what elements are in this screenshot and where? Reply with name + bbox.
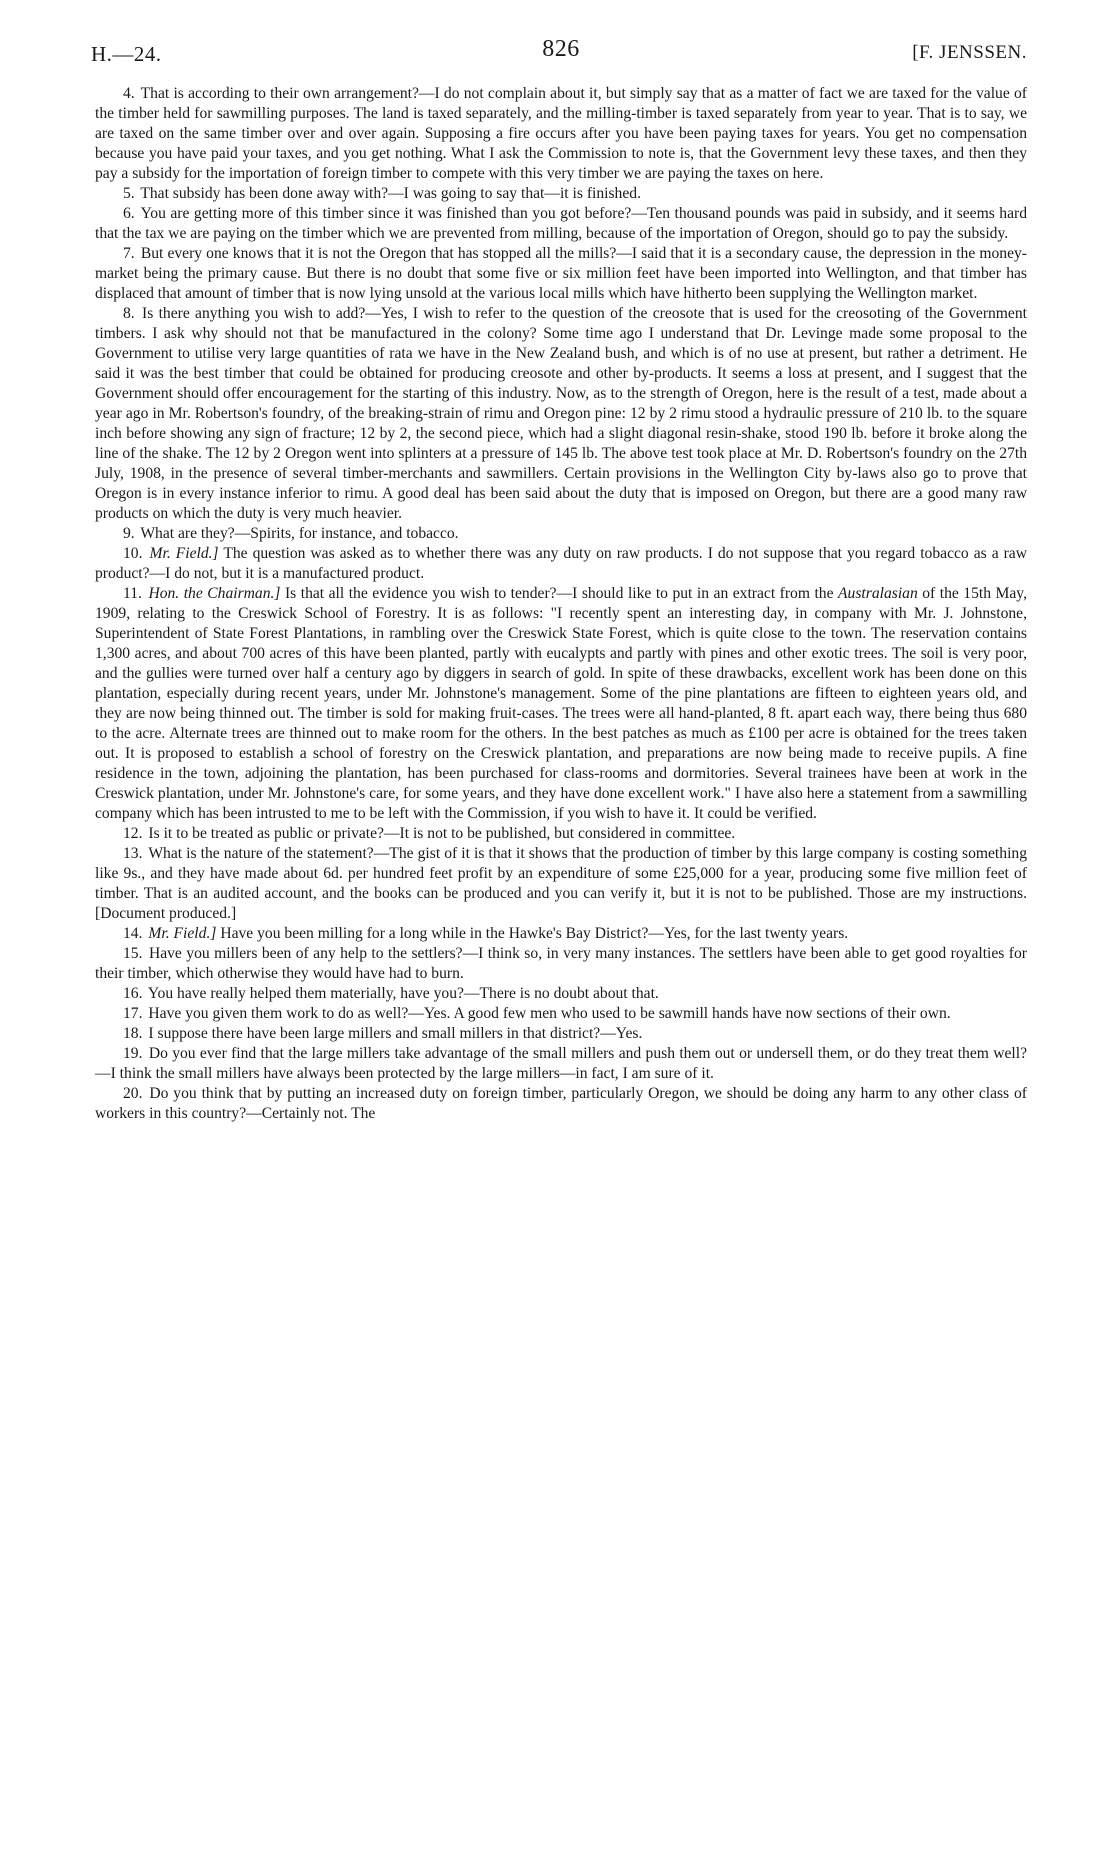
question-14 xyxy=(95,924,1027,944)
question-number: 11. xyxy=(123,585,142,602)
question-9 xyxy=(95,524,1027,544)
question-5 xyxy=(95,184,1027,204)
question-number: 7. xyxy=(123,245,135,262)
question-text: You are getting more of this timber since it was finished than you got before?—Ten thousand pounds was paid in subsidy, and it seems hard that the tax we are paying on the timber which we are prevented from milling, because of the importation of Oregon, should go to pay the subsidy. xyxy=(95,205,1027,242)
question-text: Have you been milling for a long while in the Hawke's Bay District?—Yes, for the last twenty years. xyxy=(220,925,849,942)
question-12 xyxy=(95,824,1027,844)
witness-name: [F. JENSSEN. xyxy=(912,42,1027,63)
question-number: 20. xyxy=(123,1085,143,1102)
question-text: Do you ever find that the large millers take advantage of the small millers and push them out or undersell them, or do they treat them well?—I think the small millers have always been protected by the large millers—in fact, I am sure of it. xyxy=(95,1045,1027,1082)
question-number: 17. xyxy=(123,1005,143,1022)
question-text: Is that all the evidence you wish to tender?—I should like to put in an extract from the xyxy=(284,585,839,602)
question-text: Do you think that by putting an increased duty on foreign timber, particularly Oregon, we should be doing any harm to any other class of workers in this country?—Certainly not. The xyxy=(95,1085,1027,1122)
question-text: Have you given them work to do as well?—Yes. A good few men who used to be sawmill hands have now sections of their own. xyxy=(148,1005,951,1022)
question-text: Is there anything you wish to add?—Yes, I wish to refer to the question of the creosote that is used for the creosoting of the Government timbers. I ask why should not that be manufactured in the colony? Some time ago I understand that Dr. Levinge made some proposal to the Government to utilise very large quantities of rata we have in the New Zealand bush, and which is of no use at present, but rather a detriment. He said it was the best timber that could be obtained for producing creosote and other by-products. It seems a loss at present, and I suggest that the Government should offer encouragement for the starting of this industry. Now, as to the strength of Oregon, here is the result of a test, made about a year ago in Mr. Robertson's foundry, of the breaking-strain of rimu and Oregon pine: 12 by 2 rimu stood a hydraulic pressure of 210 lb. to the square inch before showing any sign of fracture; 12 by 2, the second piece, which had a slight diagonal resin-shake, stood 190 lb. before it broke along the line of the shake. The 12 by 2 Oregon went into splinters at a pressure of 145 lb. The above test took place at Mr. D. Robertson's foundry on the 27th July, 1908, in the presence of several timber-merchants and sawmillers. Certain provisions in the Wellington City by-laws also go to prove that Oregon is in every instance inferior to rimu. A good deal has been said about the duty that is imposed on Oregon, but there are a good many raw products on which the duty is very much heavier. xyxy=(95,305,1027,522)
question-text: Have you millers been of any help to the settlers?—I think so, in very many instances. The settlers have been able to get good royalties for their timber, which otherwise they would have had to burn. xyxy=(95,945,1027,982)
question-6 xyxy=(95,204,1027,244)
question-15 xyxy=(95,944,1027,984)
question-number: 13. xyxy=(123,845,143,862)
question-17 xyxy=(95,1004,1027,1024)
question-text: What are they?—Spirits, for instance, and tobacco. xyxy=(140,525,459,542)
question-19 xyxy=(95,1044,1027,1084)
page-body xyxy=(95,84,1027,1124)
question-number: 14. xyxy=(123,925,143,942)
question-7 xyxy=(95,244,1027,304)
question-number: 9. xyxy=(123,525,135,542)
question-number: 12. xyxy=(123,825,143,842)
question-text: But every one knows that it is not the Oregon that has stopped all the mills?—I said that it is a secondary cause, the depression in the money-market being the primary cause. But there is no doubt that some five or six million feet have been imported into Wellington, and that timber has displaced that amount of timber that is now lying unsold at the various local mills which have hitherto been supplying the Wellington market. xyxy=(95,245,1027,302)
question-number: 15. xyxy=(123,945,143,962)
paper-reference: H.—24. xyxy=(91,42,162,66)
question-13 xyxy=(95,844,1027,924)
speaker-label: Mr. Field.] xyxy=(149,545,219,562)
question-number: 10. xyxy=(123,545,143,562)
question-10 xyxy=(95,544,1027,584)
question-text: The question was asked as to whether there was any duty on raw products. I do not suppose that you regard tobacco as a raw product?—I do not, but it is a manufactured product. xyxy=(95,545,1027,582)
question-number: 18. xyxy=(123,1025,143,1042)
question-number: 19. xyxy=(123,1045,143,1062)
question-text: Is it to be treated as public or private?—It is not to be published, but considered in committee. xyxy=(148,825,736,842)
question-number: 6. xyxy=(123,205,135,222)
question-16 xyxy=(95,984,1027,1004)
question-text: That subsidy has been done away with?—I was going to say that—it is finished. xyxy=(140,185,641,202)
question-4 xyxy=(95,84,1027,184)
page-header xyxy=(91,36,1027,70)
speaker-label: Mr. Field.] xyxy=(148,925,217,942)
question-number: 5. xyxy=(123,185,135,202)
question-text: What is the nature of the statement?—The gist of it is that it shows that the production of timber by this large company is costing something like 9s., and they have made about 6d. per hundred feet profit by an expenditure of some £25,000 for a year, producing some five million feet of timber. That is an audited account, and the books can be produced and you can verify it, but it is not to be published. Those are my instructions. [Document produced.] xyxy=(95,845,1027,922)
question-20 xyxy=(95,1084,1027,1124)
question-text: I suppose there have been large millers and small millers in that district?—Yes. xyxy=(148,1025,643,1042)
publication-title: Australasian xyxy=(838,585,918,602)
question-text: That is according to their own arrangement?—I do not complain about it, but simply say that as a matter of fact we are taxed for the value of the timber held for sawmilling purposes. The land is taxed separately, and the milling-timber is taxed separately from year to year. That is to say, we are taxed on the same timber over and over again. Supposing a fire occurs after you have been paying taxes for years. You get no compensation because you have paid your taxes, and you get nothing. What I ask the Commission to note is, that the Government levy these taxes, and then they pay a subsidy for the importation of foreign timber to compete with this very timber we are paying the taxes on here. xyxy=(95,85,1027,182)
speaker-label: Hon. the Chairman.] xyxy=(148,585,281,602)
question-text-continued: of the 15th May, 1909, relating to the Creswick School of Forestry. It is as follows: "I recently spent an interesting day, in company with Mr. J. Johnstone, Superintendent of State Forest Plantations, in rambling over the Creswick State Forest, which is quite close to the town. The reservation contains 1,300 acres, and about 700 acres of this have been planted, partly with eucalypts and partly with pines and other exotic trees. The soil is very poor, and the gullies were turned over half a century ago by diggers in search of gold. In spite of these drawbacks, excellent work has been done on this plantation, especially during recent years, under Mr. Johnstone's management. Some of the pine plantations are fifteen to eighteen years old, and they are now being thinned out. The timber is sold for making fruit-cases. The trees were all hand-planted, 8 ft. apart each way, there being thus 680 to the acre. Alternate trees are thinned out to make room for the others. In the best patches as much as £100 per acre is obtained for the trees taken out. It is proposed to establish a school of forestry on the Creswick plantation, and preparations are now being made to receive pupils. A fine residence in the town, adjoining the plantation, has been purchased for class-rooms and dormitories. Several trainees have been at work in the Creswick plantation, under Mr. Johnstone's care, for some years, and they have done excellent work." I have also here a statement from a sawmilling company which has been intrusted to me to be left with the Commission, if you wish to have it. It could be verified. xyxy=(95,585,1027,822)
document-page xyxy=(91,36,1027,1124)
question-8 xyxy=(95,304,1027,524)
question-number: 8. xyxy=(123,305,135,322)
page-number: 826 xyxy=(542,36,580,62)
question-number: 4. xyxy=(123,85,135,102)
question-11 xyxy=(95,584,1027,824)
question-number: 16. xyxy=(123,985,143,1002)
question-18 xyxy=(95,1024,1027,1044)
question-text: You have really helped them materially, have you?—There is no doubt about that. xyxy=(147,985,659,1002)
